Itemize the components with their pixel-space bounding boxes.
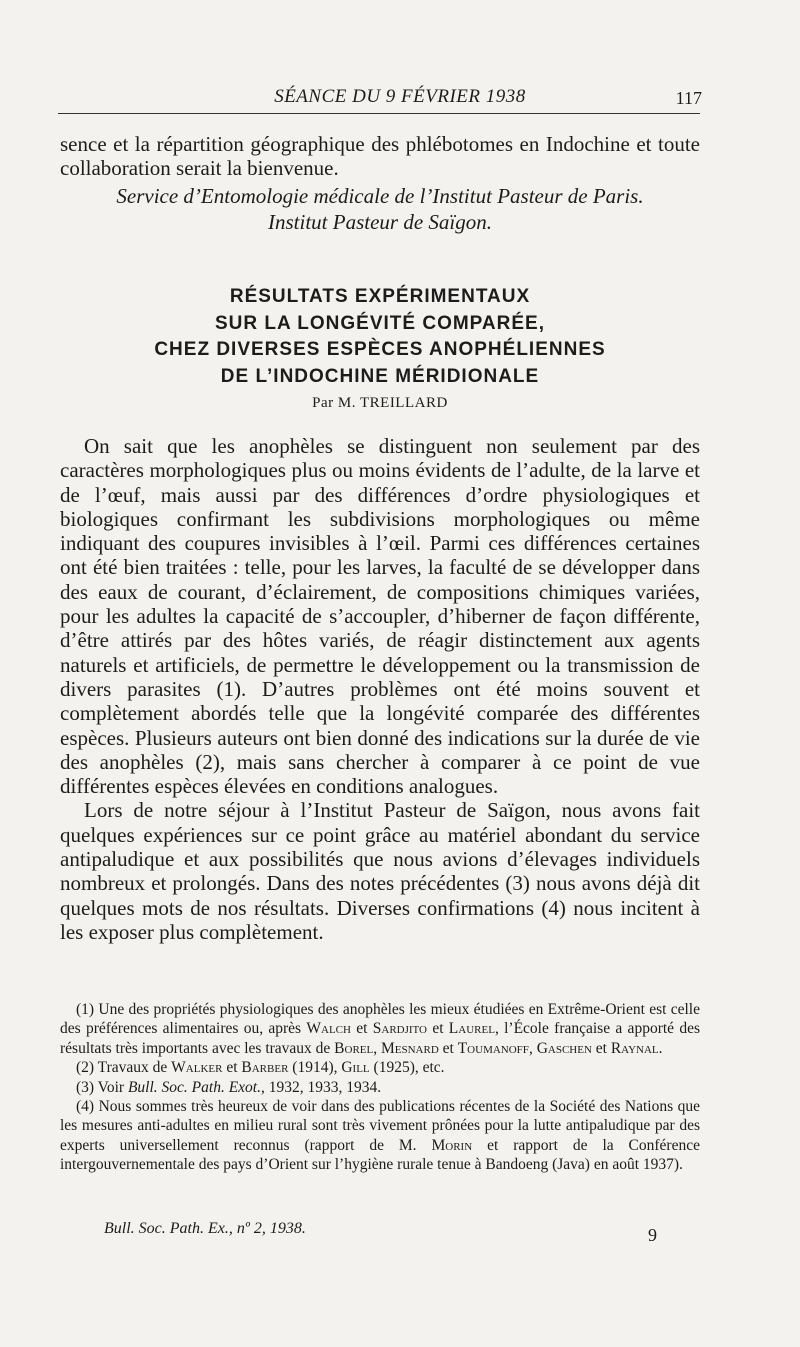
affiliation-line-1: Service d’Entomologie médicale de l’Institut Pasteur de Paris. — [116, 184, 644, 208]
running-title: SÉANCE DU 9 FÉVRIER 1938 — [274, 86, 526, 107]
title-line: RÉSULTATS EXPÉRIMENTAUX — [229, 286, 531, 307]
article-title — [60, 284, 700, 390]
author-line: Par M. TREILLARD — [312, 395, 448, 411]
footnote-2: (2) Travaux de Walker et Barber (1914), Gill (1925), etc. — [76, 1059, 445, 1077]
footnote-3: (3) Voir Bull. Soc. Path. Exot., 1932, 1933, 1934. — [76, 1078, 382, 1096]
title-line: DE L’INDOCHINE MÉRIDIONALE — [220, 365, 540, 387]
header-rule — [58, 113, 700, 114]
footnotes — [60, 1000, 700, 1175]
footnote-4: (4) Nous sommes très heureux de voir dans des publications récentes de la Société des Nations que les mesures anti-adultes en milieu rural sont très vivement prônées pour la lutte antipaludique par des experts universellement reconnus (rapport de M. Morin et rapport de la Conférence intergouvernementale des pays d’Orient sur l’hygiène rurale tenue à Bandoeng (Java) en août 1937). — [60, 1098, 700, 1174]
body-paragraph: Lors de notre séjour à l’Institut Pasteur de Saïgon, nous avons fait quelques expériences sur ce point grâce au matériel abondant du service antipaludique et aux possibilités que nous avions d’élevages individuels nombreux et prolongés. Dans des notes précédentes (3) nous avons déjà dit quelques mots de nos résultats. Diverses confirmations (4) nous incitent à les exposer plus complètement. — [60, 798, 700, 944]
affiliation-line-2: Institut Pasteur de Saïgon. — [268, 210, 492, 234]
page-number: 117 — [675, 88, 702, 108]
body-paragraph: On sait que les anophèles se distinguent non seulement par des caractères morphologiques plus ou moins évidents de l’adulte, de la larve et de l’œuf, mais aussi par des différences d’ordre physiologiques et biologiques confirmant les subdivisions morphologiques ou même indiquant des coupures invisibles à l’œil. Parmi ces différences certaines ont été bien traitées : telle, pour les larves, la faculté de se développer dans des eaux de courant, d’éclairement, de compositions chimiques variées, pour les adultes la capacité de s’accoupler, d’hiberner de façon différente, d’être attirés par des hôtes variés, de réagir distinctement aux agents naturels et artificiels, de permettre le développement ou la transmission de divers parasites (1). D’autres problèmes ont été moins souvent et complètement abordés telle que la longévité comparée des différentes espèces. Plusieurs auteurs ont bien donné des indications sur la durée de vie des anophèles (2), mais sans chercher à comparer à ce point de vue différentes espèces élevées en conditions analogues. — [60, 434, 700, 799]
title-line: SUR LA LONGÉVITÉ COMPARÉE, — [214, 312, 546, 334]
intro-paragraph — [60, 132, 700, 181]
article-body — [60, 434, 700, 944]
title-line: CHEZ DIVERSES ESPÈCES ANOPHÉLIENNES — [154, 339, 606, 360]
journal-signature: Bull. Soc. Path. Ex., nº 2, 1938. — [104, 1220, 306, 1237]
intro-text: sence et la répartition géographique des phlébotomes en Indochine et toute collaboration serait la bienvenue. — [60, 132, 700, 181]
sheet-number: 9 — [648, 1225, 657, 1245]
footnote-1: (1) Une des propriétés physiologiques des anophèles les mieux étudiées en Extrême-Orient est celle des préférences alimentaires ou, après Walch et Sardjito et Laurel, l’École française a apporté des résultats très importants avec les travaux de Borel, Mesnard et Toumanoff, Gaschen et Raynal. — [60, 1001, 700, 1057]
